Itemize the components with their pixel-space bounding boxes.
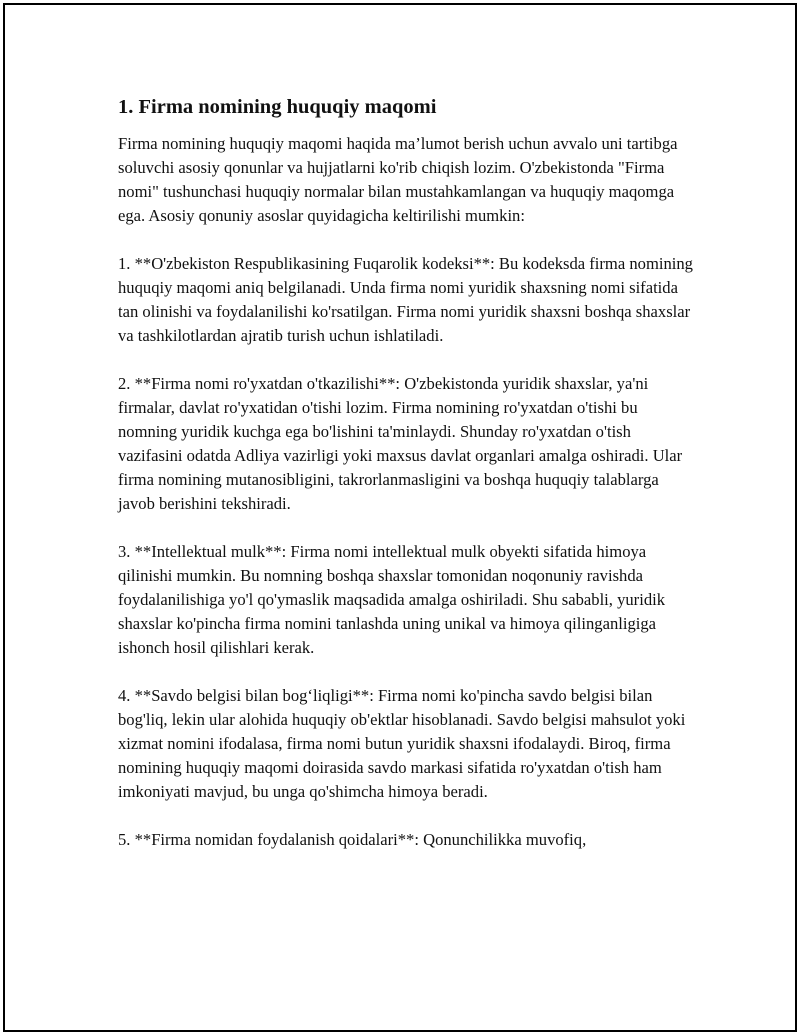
paragraph-civil-code: 1. **O'zbekiston Respublikasining Fuqarolik kodeksi**: Bu kodeksda firma nomining huquqiy maqomi aniq belgilanadi. Unda firma nomi yuridik shaxsning nomi sifatida tan olinishi va foydalanilishi ko'rsatilgan. Firma nomi yuridik shaxsni boshqa shaxslar va tashkilotlardan ajratib turish uchun ishlatiladi. [118,254,693,345]
intro-paragraph: Firma nomining huquqiy maqomi haqida ma’lumot berish uchun avvalo uni tartibga soluvchi asosiy qonunlar va hujjatlarni ko'rib chiqish lozim. O'zbekistonda "Firma nomi" tushunchasi huquqiy normalar bilan mustahkamlangan va huquqiy maqomga ega. Asosiy qonuniy asoslar quyidagicha keltirilishi mumkin: [118,134,678,225]
paragraph-registration: 2. **Firma nomi ro'yxatdan o'tkazilishi**: O'zbekistonda yuridik shaxslar, ya'ni firmalar, davlat ro'yxatidan o'tishi lozim. Firma nomining ro'yxatdan o'tishi bu nomning yuridik kuchga ega bo'lishini ta'minlaydi. Shunday ro'yxatdan o'tish vazifasini odatda Adliya vazirligi yoki maxsus davlat organlari amalga oshiradi. Ular firma nomining mutanosibligini, takrorlanmasligini va boshqa huquqiy talablarga javob berishini tekshiradi. [118,374,683,513]
section-heading: 1. Firma nomining huquqiy maqomi [118,96,437,118]
paragraph-intellectual-property: 3. **Intellektual mulk**: Firma nomi intellektual mulk obyekti sifatida himoya qilinishi mumkin. Bu nomning boshqa shaxslar tomonidan noqonuniy ravishda foydalanilishiga yo'l qo'ymaslik maqsadida amalga oshiriladi. Shu sababli, yuridik shaxslar ko'pincha firma nomini tanlashda uning unikal va himoya qilinganligiga ishonch hosil qilishlari kerak. [118,542,666,657]
paragraph-usage-rules: 5. **Firma nomidan foydalanish qoidalari**: Qonunchilikka muvofiq, [118,830,587,849]
document-body [118,94,698,852]
paragraph-trademark: 4. **Savdo belgisi bilan bog‘liqligi**: Firma nomi ko'pincha savdo belgisi bilan bog'liq, lekin ular alohida huquqiy ob'ektlar hisoblanadi. Savdo belgisi mahsulot yoki xizmat nomini ifodalasa, firma nomi butun yuridik shaxsni ifodalaydi. Biroq, firma nomining huquqiy maqomi doirasida savdo markasi sifatida ro'yxatdan o'tish ham imkoniyati mavjud, bu unga qo'shimcha himoya beradi. [118,686,686,801]
